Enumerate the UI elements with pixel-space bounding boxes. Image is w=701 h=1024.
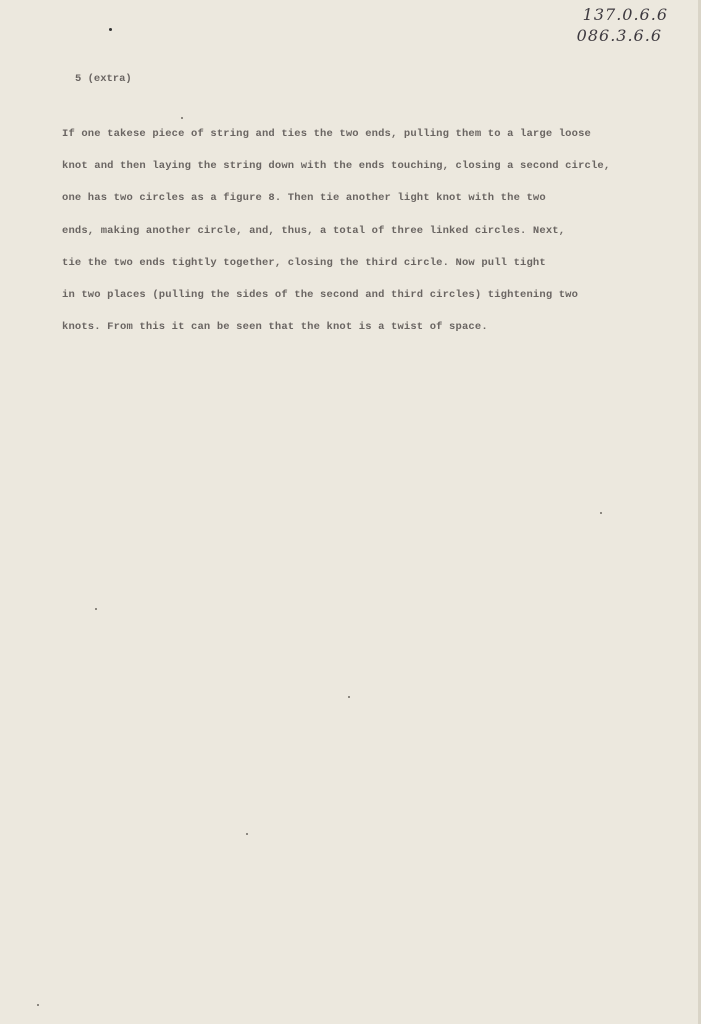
paper-speck — [37, 1004, 39, 1006]
paper-speck — [109, 28, 112, 31]
paragraph-line: tie the two ends tightly together, closing the third circle. Now pull tight — [62, 256, 546, 269]
paragraph-line: one has two circles as a figure 8. Then tie another light knot with the two — [62, 192, 546, 205]
paper-speck — [348, 696, 350, 698]
archive-reference-numbers — [577, 4, 668, 46]
archive-ref-line-1: 137.0.6.6 — [582, 5, 668, 24]
paragraph-line: knots. From this it can be seen that the knot is a twist of space. — [62, 321, 488, 334]
paper-speck — [600, 512, 602, 514]
paragraph-line: knot and then laying the string down with the ends touching, closing a second circle, — [62, 160, 611, 173]
archive-ref-line-2: 086.3.6.6 — [576, 26, 662, 45]
paragraph-line: If one takese piece of string and ties the two ends, pulling them to a large loose — [62, 128, 591, 140]
paper-speck — [181, 117, 183, 119]
paragraph-line: ends, making another circle, and, thus, a total of three linked circles. Next, — [62, 224, 566, 237]
page-heading: 5 (extra) — [75, 73, 132, 85]
paragraph-line: in two places (pulling the sides of the second and third circles) tightening two — [62, 288, 579, 301]
typed-paragraph — [62, 125, 682, 350]
paper-speck — [246, 833, 248, 835]
paper-speck — [95, 608, 97, 610]
